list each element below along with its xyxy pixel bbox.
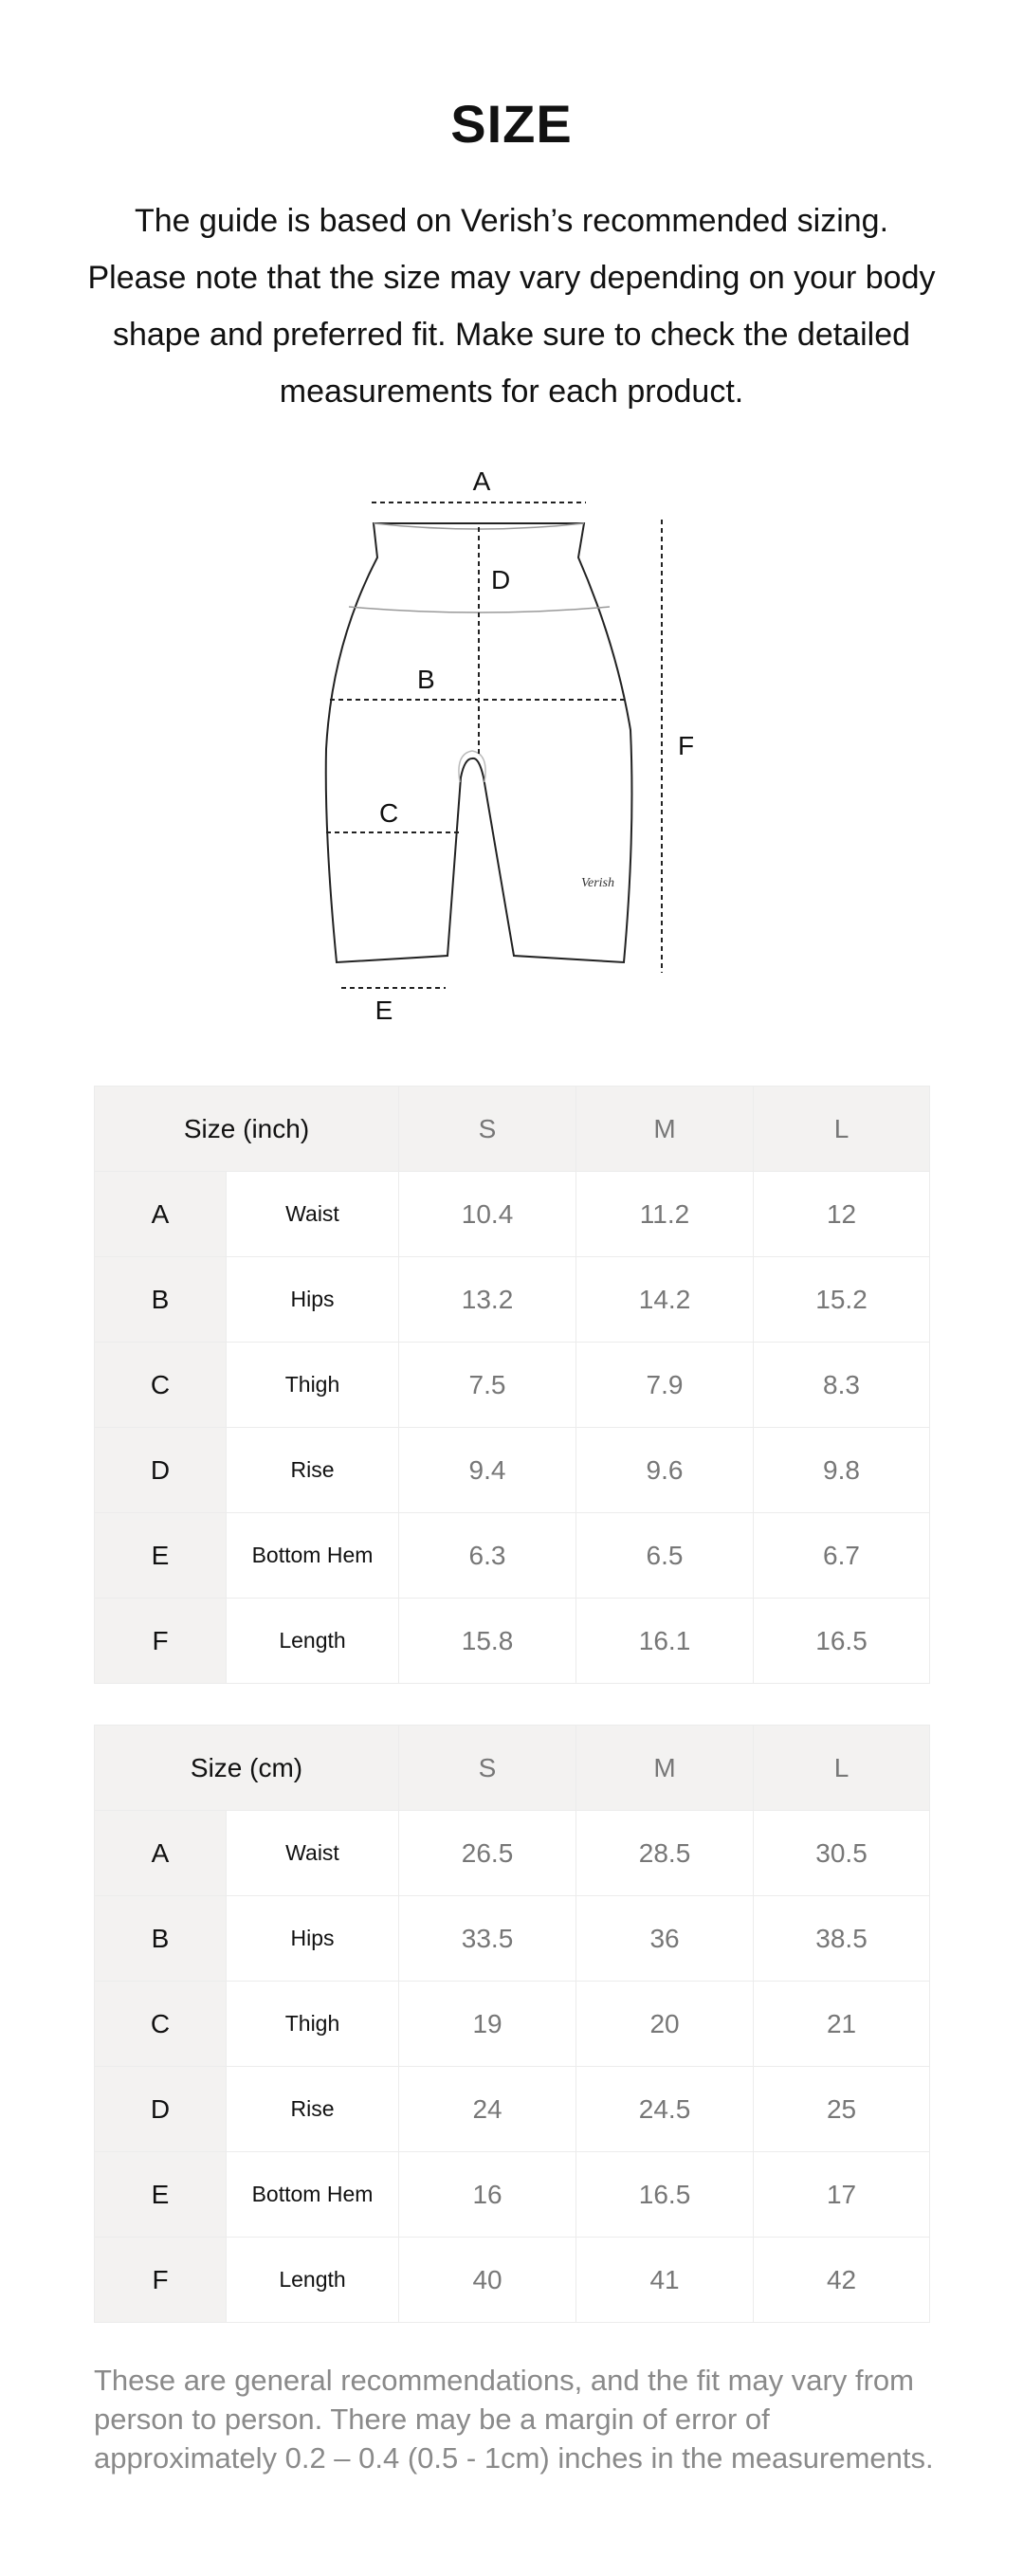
value-m: 16.1 [576, 1599, 754, 1684]
size-table-inch [94, 1086, 930, 1684]
table-header-row [95, 1087, 930, 1172]
table-header-label: Size (inch) [95, 1087, 399, 1172]
footnote-text: These are general recommendations, and the fit may vary from person to person. There may be a margin of error of approximately 0.2 – 0.4 (0.5 - 1cm) inches in the measurements. [94, 2364, 934, 2475]
row-letter: B [95, 1257, 227, 1343]
value-m: 24.5 [576, 2067, 754, 2152]
value-l: 8.3 [754, 1343, 930, 1428]
size-table-cm [94, 1725, 930, 2323]
value-m: 36 [576, 1896, 754, 1982]
table-row [95, 2152, 930, 2238]
size-col-s: S [399, 1726, 576, 1811]
shorts-illustration [303, 455, 721, 1043]
value-m: 41 [576, 2238, 754, 2323]
table-row [95, 1257, 930, 1343]
value-l: 30.5 [754, 1811, 930, 1896]
row-name: Bottom Hem [227, 2152, 399, 2238]
value-s: 10.4 [399, 1172, 576, 1257]
size-col-m: M [576, 1726, 754, 1811]
value-m: 28.5 [576, 1811, 754, 1896]
row-name: Waist [227, 1811, 399, 1896]
value-l: 16.5 [754, 1599, 930, 1684]
value-l: 21 [754, 1982, 930, 2067]
value-s: 19 [399, 1982, 576, 2067]
label-f: F [678, 731, 695, 760]
row-name: Thigh [227, 1343, 399, 1428]
table-row [95, 1513, 930, 1599]
size-col-s: S [399, 1087, 576, 1172]
row-name: Hips [227, 1257, 399, 1343]
value-m: 20 [576, 1982, 754, 2067]
value-l: 38.5 [754, 1896, 930, 1982]
value-l: 6.7 [754, 1513, 930, 1599]
value-l: 42 [754, 2238, 930, 2323]
label-a: A [472, 466, 491, 496]
page-title: SIZE [450, 94, 573, 154]
table-row [95, 1599, 930, 1684]
label-d: D [491, 565, 511, 594]
row-letter: C [95, 1343, 227, 1428]
table-row [95, 1982, 930, 2067]
row-letter: B [95, 1896, 227, 1982]
table-row [95, 1811, 930, 1896]
value-m: 11.2 [576, 1172, 754, 1257]
row-name: Waist [227, 1172, 399, 1257]
value-s: 9.4 [399, 1428, 576, 1513]
row-letter: E [95, 2152, 227, 2238]
table-row [95, 1172, 930, 1257]
table-row [95, 1896, 930, 1982]
label-c: C [379, 798, 399, 828]
row-letter: D [95, 2067, 227, 2152]
value-l: 25 [754, 2067, 930, 2152]
value-s: 24 [399, 2067, 576, 2152]
size-col-l: L [754, 1726, 930, 1811]
value-m: 14.2 [576, 1257, 754, 1343]
row-name: Length [227, 2238, 399, 2323]
label-b: B [417, 665, 435, 694]
row-name: Thigh [227, 1982, 399, 2067]
value-s: 33.5 [399, 1896, 576, 1982]
table-row [95, 2067, 930, 2152]
row-name: Rise [227, 2067, 399, 2152]
row-name: Bottom Hem [227, 1513, 399, 1599]
value-s: 13.2 [399, 1257, 576, 1343]
row-name: Length [227, 1599, 399, 1684]
value-s: 7.5 [399, 1343, 576, 1428]
intro-text: The guide is based on Verish’s recommended sizing. Please note that the size may vary depending on your body shape and preferred fit. Make sure to check the detailed measurements for each product. [87, 203, 936, 410]
value-s: 6.3 [399, 1513, 576, 1599]
row-letter: A [95, 1172, 227, 1257]
value-s: 40 [399, 2238, 576, 2323]
row-letter: F [95, 1599, 227, 1684]
value-m: 6.5 [576, 1513, 754, 1599]
value-s: 16 [399, 2152, 576, 2238]
row-name: Hips [227, 1896, 399, 1982]
value-m: 16.5 [576, 2152, 754, 2238]
table-header-row [95, 1726, 930, 1811]
row-letter: E [95, 1513, 227, 1599]
table-row [95, 1428, 930, 1513]
shorts-diagram [303, 455, 721, 1043]
label-e: E [374, 996, 393, 1025]
value-l: 17 [754, 2152, 930, 2238]
value-s: 15.8 [399, 1599, 576, 1684]
table-header-label: Size (cm) [95, 1726, 399, 1811]
value-l: 12 [754, 1172, 930, 1257]
value-m: 9.6 [576, 1428, 754, 1513]
value-l: 9.8 [754, 1428, 930, 1513]
table-row [95, 1343, 930, 1428]
row-letter: D [95, 1428, 227, 1513]
table-row [95, 2238, 930, 2323]
value-m: 7.9 [576, 1343, 754, 1428]
row-letter: A [95, 1811, 227, 1896]
brand-mark-logo: Verish [581, 876, 614, 890]
row-letter: F [95, 2238, 227, 2323]
row-name: Rise [227, 1428, 399, 1513]
row-letter: C [95, 1982, 227, 2067]
size-col-m: M [576, 1087, 754, 1172]
size-col-l: L [754, 1087, 930, 1172]
value-l: 15.2 [754, 1257, 930, 1343]
value-s: 26.5 [399, 1811, 576, 1896]
